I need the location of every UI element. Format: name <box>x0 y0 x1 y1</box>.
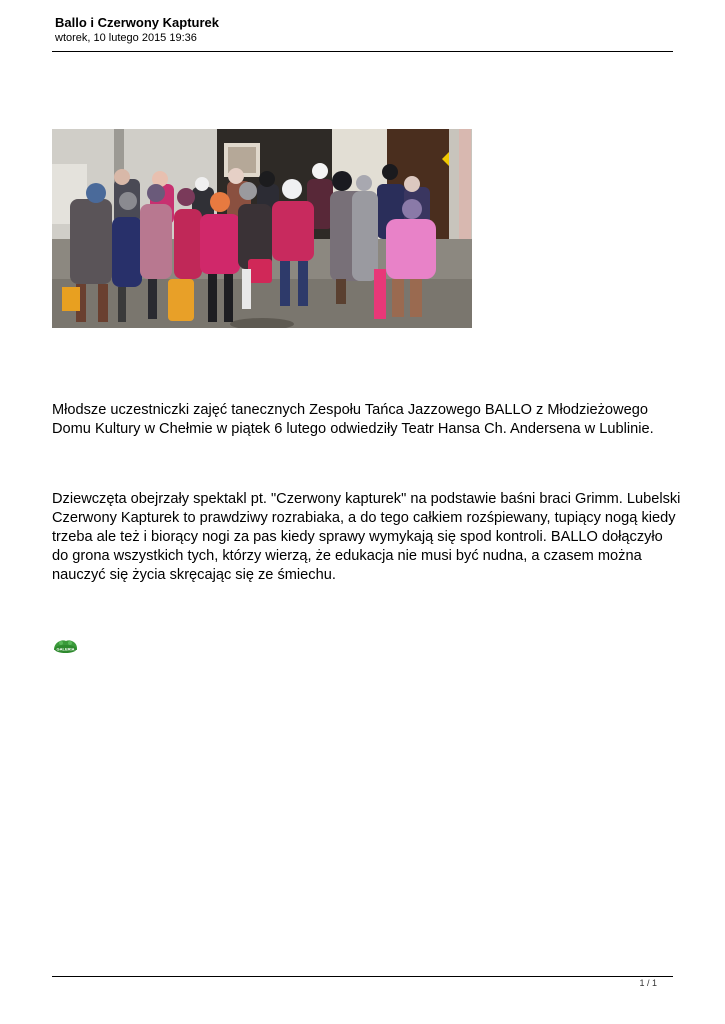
paragraph-intro: Młodsze uczestniczki zajęć tanecznych Zespołu Tańca Jazzowego BALLO z Młodzieżowego Domu Kultury w Chełmie w piątek 6 lutego odwiedziły Teatr Hansa Ch. Andersena w Lublinie. <box>52 402 654 437</box>
article-date: wtorek, 10 lutego 2015 19:36 <box>55 32 197 44</box>
svg-text:GALERIA: GALERIA <box>56 646 75 652</box>
document-header <box>55 15 673 45</box>
galeria-logo[interactable] <box>52 638 79 655</box>
group-photo <box>52 129 472 328</box>
footer-divider <box>52 976 673 977</box>
page-number: 1 / 1 <box>639 978 657 988</box>
header-divider <box>52 51 673 52</box>
article-title: Ballo i Czerwony Kapturek <box>55 15 219 30</box>
paragraph-body: Dziewczęta obejrzały spektakl pt. "Czerwony kapturek" na podstawie baśni braci Grimm. Lubelski Czerwony Kapturek to prawdziwy rozrabiaka, a do tego całkiem rozśpiewany, tupiący nogą kiedy trzeba ale też i biorący nogi za pas kiedy sprawy wymykają się spod kontroli. BALLO dołączyło do grona wszystkich tych, którzy wierzą, że edukacja nie musi być nudna, a czasem można nauczyć się życia skręcając się ze śmiechu. <box>52 491 681 583</box>
